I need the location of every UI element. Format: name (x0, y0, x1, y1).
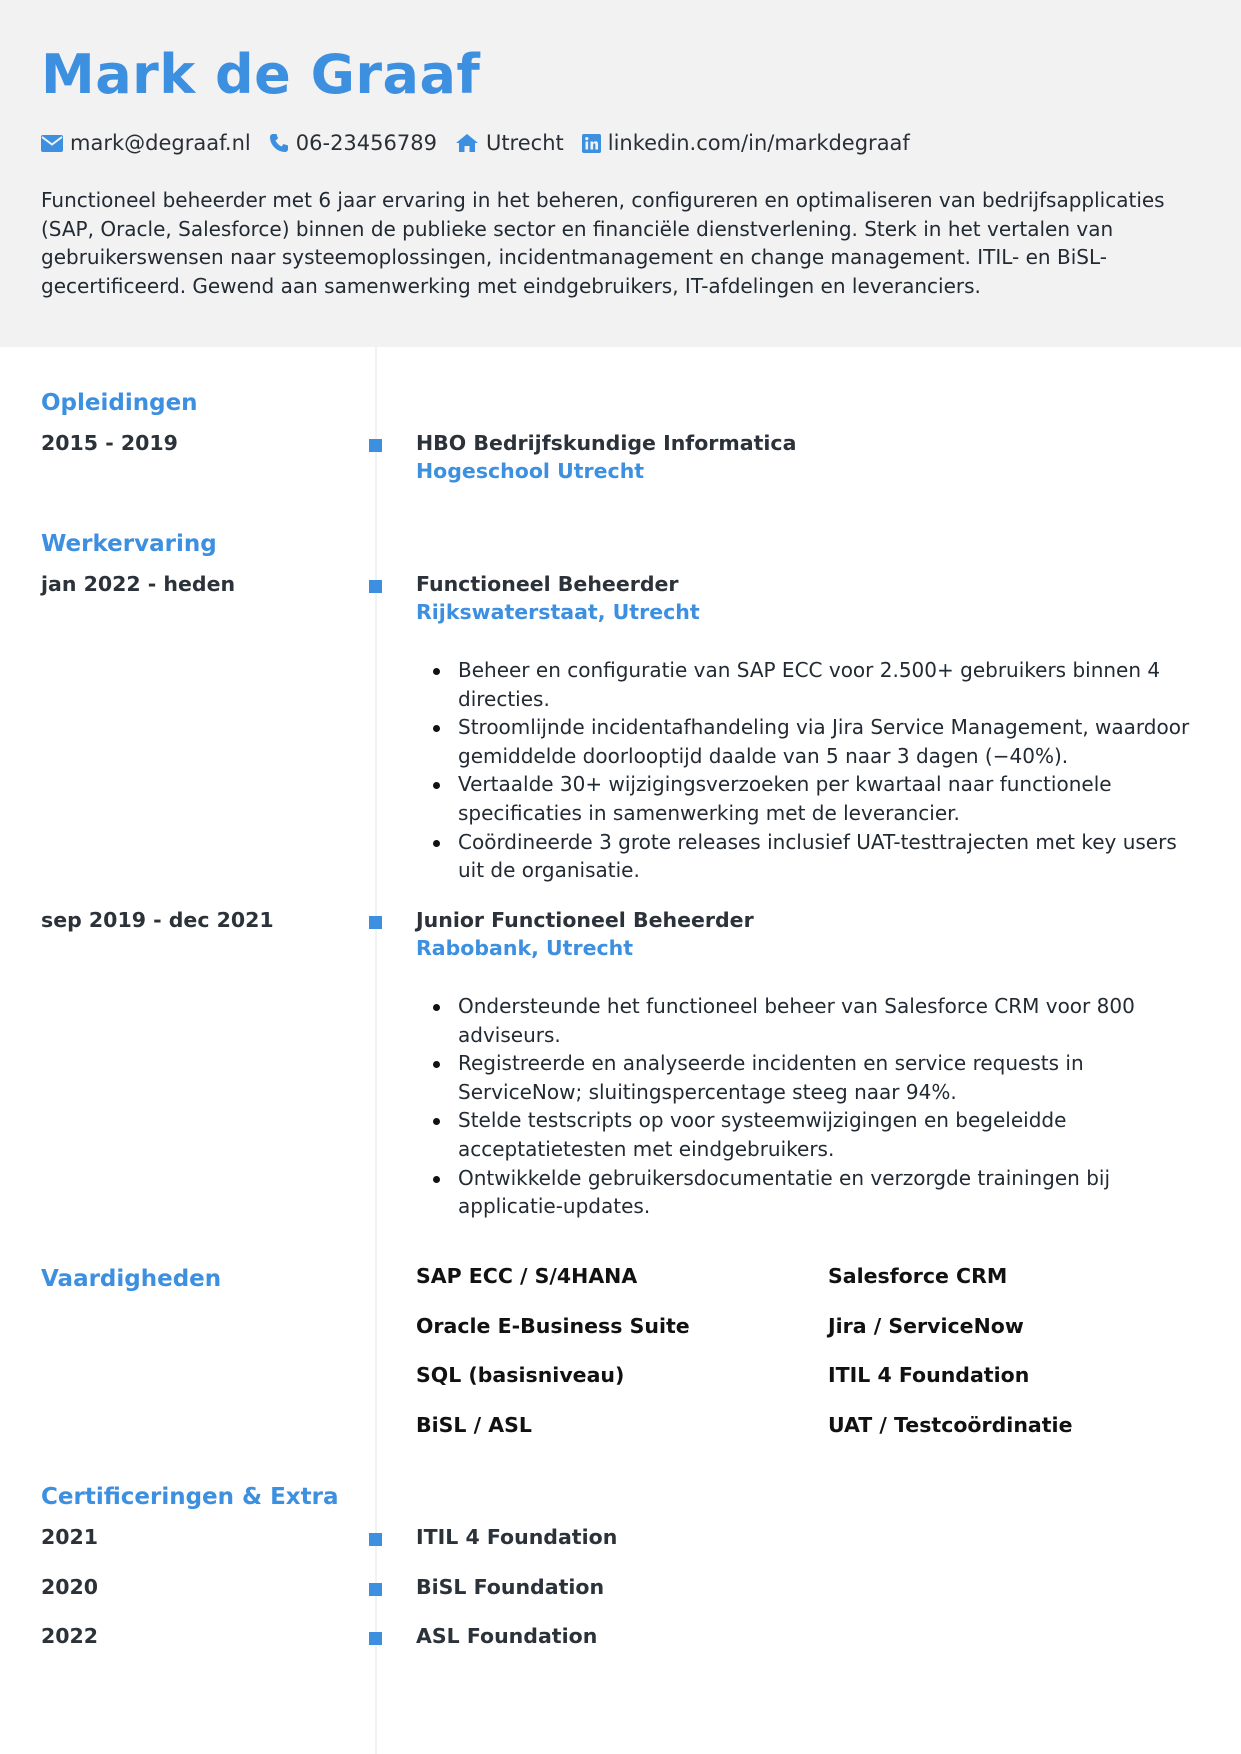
certification-name: BiSL Foundation (416, 1575, 605, 1599)
email-text: mark@degraaf.nl (70, 131, 251, 155)
certification-year: 2022 (41, 1624, 99, 1648)
skill-item: Jira / ServiceNow (828, 1314, 1024, 1338)
list-item: Stroomlijnde incidentafhandeling via Jira Service Management, waardoor gemiddelde doorlooptijd daalde van 5 naar 3 dagen (−40%). (416, 713, 1196, 770)
timeline-marker (369, 1583, 382, 1596)
list-item: Beheer en configuratie van SAP ECC voor 2.500+ gebruikers binnen 4 directies. (416, 656, 1196, 713)
job-title: Junior Functioneel Beheerder (416, 908, 754, 932)
list-item: Registreerde en analyseerde incidenten en service requests in ServiceNow; sluitingspercentage steeg naar 94%. (416, 1049, 1196, 1106)
skill-item: ITIL 4 Foundation (828, 1363, 1030, 1387)
section-title-education: Opleidingen (41, 390, 198, 416)
job-period: jan 2022 - heden (41, 572, 236, 596)
skill-item: Oracle E-Business Suite (416, 1314, 690, 1338)
list-item: Coördineerde 3 grote releases inclusief UAT-testtrajecten met key users uit de organisatie. (416, 828, 1196, 885)
phone-icon (269, 133, 289, 153)
education-school: Hogeschool Utrecht (416, 459, 645, 483)
list-item: Ontwikkelde gebruikersdocumentatie en verzorgde trainingen bij applicatie-updates. (416, 1164, 1196, 1221)
list-item: Stelde testscripts op voor systeemwijzigingen en begeleidde acceptatietesten met eindgebruikers. (416, 1106, 1196, 1163)
skill-item: SQL (basisniveau) (416, 1363, 625, 1387)
home-icon (455, 133, 479, 153)
timeline-marker (369, 1533, 382, 1546)
certification-year: 2020 (41, 1575, 99, 1599)
city-text: Utrecht (485, 131, 564, 155)
job-title: Functioneel Beheerder (416, 572, 679, 596)
skill-item: BiSL / ASL (416, 1413, 532, 1437)
education-degree: HBO Bedrijfskundige Informatica (416, 431, 797, 455)
phone-text: 06-23456789 (295, 131, 437, 155)
candidate-name: Mark de Graaf (41, 43, 481, 106)
timeline-marker (369, 580, 382, 593)
timeline-marker (369, 916, 382, 929)
skill-item: UAT / Testcoördinatie (828, 1413, 1073, 1437)
skill-item: SAP ECC / S/4HANA (416, 1264, 638, 1288)
section-title-experience: Werkervaring (41, 531, 217, 557)
timeline-marker (369, 1632, 382, 1645)
certification-year: 2021 (41, 1525, 99, 1549)
certification-name: ASL Foundation (416, 1624, 598, 1648)
contact-phone[interactable] (269, 131, 437, 155)
skill-item: Salesforce CRM (828, 1264, 1008, 1288)
envelope-icon (41, 135, 63, 152)
education-period: 2015 - 2019 (41, 431, 178, 455)
list-item: Vertaalde 30+ wijzigingsverzoeken per kwartaal naar functionele specificaties in samenwerking met de leverancier. (416, 770, 1196, 827)
job-period: sep 2019 - dec 2021 (41, 908, 274, 932)
contact-email[interactable] (41, 131, 251, 155)
contact-linkedin[interactable] (582, 131, 910, 155)
certification-name: ITIL 4 Foundation (416, 1525, 618, 1549)
linkedin-text: linkedin.com/in/markdegraaf (607, 131, 910, 155)
contact-city (455, 131, 564, 155)
job-employer: Rijkswaterstaat, Utrecht (416, 600, 700, 624)
section-title-skills: Vaardigheden (41, 1266, 222, 1292)
section-title-certifications: Certificeringen & Extra (41, 1484, 339, 1510)
linkedin-icon (582, 134, 601, 153)
list-item: Ondersteunde het functioneel beheer van Salesforce CRM voor 800 adviseurs. (416, 992, 1196, 1049)
timeline-marker (369, 439, 382, 452)
job-employer: Rabobank, Utrecht (416, 936, 634, 960)
job-responsibilities (416, 992, 1196, 1221)
job-responsibilities (416, 656, 1196, 885)
profile-summary: Functioneel beheerder met 6 jaar ervaring in het beheren, configureren en optimaliseren van bedrijfsapplicaties (SAP, Oracle, Salesforce) binnen de publieke sector en financiële dienstverlening. Sterk in het vertalen van gebruikerswensen naar systeemoplossingen, incidentmanagement en change management. ITIL- en BiSL-gecertificeerd. Gewend aan samenwerking met eindgebruikers, IT-afdelingen en leveranciers. (41, 188, 1165, 298)
header (0, 0, 1241, 347)
contact-bar (41, 128, 928, 158)
